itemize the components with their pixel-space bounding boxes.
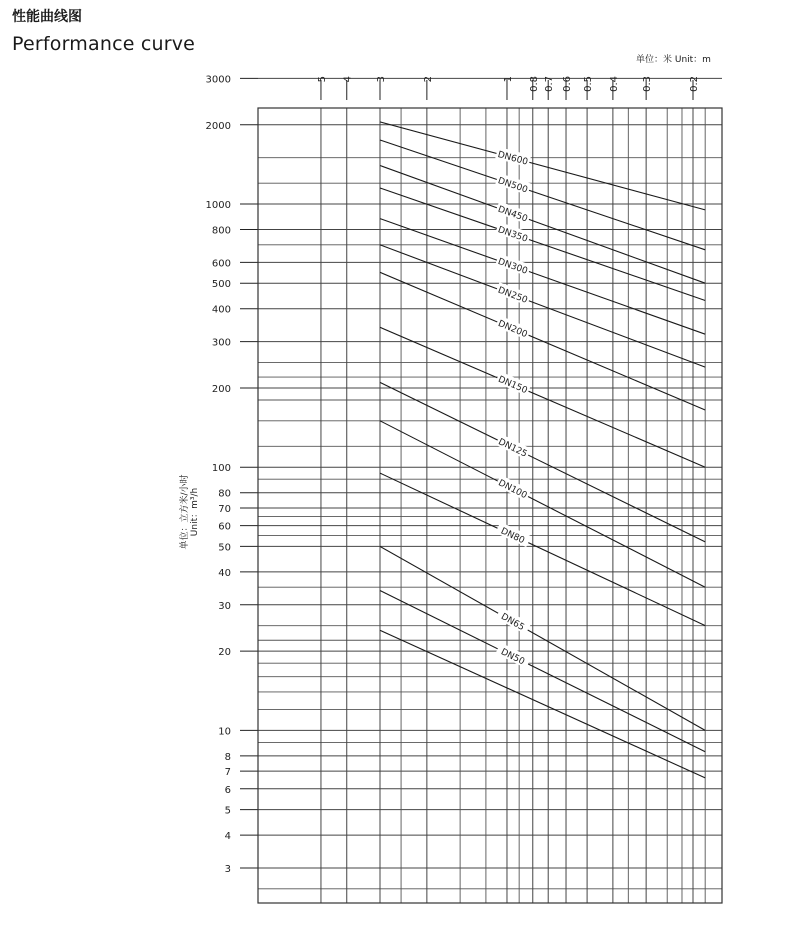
x-tick-label: 1 [502,76,514,83]
y-tick-label: 6 [224,784,231,796]
series-line-dn500 [380,140,705,250]
y-tick-label: 50 [218,542,231,554]
series-label-dn350: DN350 [496,225,529,245]
series-label-dn500: DN500 [496,176,529,196]
plot-frame [258,108,722,903]
series-line-dn125 [380,382,705,542]
x-tick-label: 0.8 [528,76,540,92]
series-label-dn150: DN150 [496,374,529,397]
y-axis-unit-cn: 单位：立方米/小时 [180,474,190,550]
y-tick-label: 400 [211,304,231,316]
x-tick-label: 5 [316,76,328,83]
y-tick-label: 7 [224,767,231,779]
y-tick-label: 800 [211,225,231,237]
x-tick-label: 0.2 [689,76,700,92]
chart-title-cn: 性能曲线图 [12,9,82,25]
x-tick-label: 0.5 [583,76,595,92]
y-tick-label: 30 [218,600,231,612]
y-tick-label: 200 [211,383,231,395]
x-tick-label: 0.6 [562,76,574,92]
x-tick-label: 4 [342,76,354,83]
series-label-dn250: DN250 [496,285,529,306]
series-label-dn100: DN100 [496,478,529,502]
y-tick-label: 100 [211,463,231,475]
series-label-dn50: DN50 [498,647,526,668]
series-label-dn300: DN300 [496,256,529,277]
y-tick-label: 70 [218,503,231,515]
series-label-dn200: DN200 [496,318,529,341]
y-tick-label: 500 [211,279,231,291]
y-axis-unit-en: Unit：m³/h [190,487,200,537]
series-label-dn450: DN450 [496,204,529,225]
y-tick-label: 40 [218,567,231,579]
x-tick-label: 0.4 [608,76,620,92]
series-label-dn80: DN80 [498,526,526,547]
x-axis-unit: 单位：米 Unit：m [636,55,711,65]
series-label-dn125: DN125 [496,437,529,460]
y-tick-label: 2000 [205,120,231,132]
y-tick-label: 600 [211,258,231,270]
series-label-dn65: DN65 [499,611,526,634]
x-tick-label: 0.3 [642,76,654,92]
y-tick-label: 4 [224,831,231,843]
y-tick-label: 5 [224,805,231,817]
series-line-dn300 [380,219,705,335]
y-tick-label: 8 [224,751,231,763]
y-tick-label: 80 [218,488,231,500]
y-tick-label: 60 [218,521,231,533]
series-line-dn80 [380,473,705,625]
series-line-dn50 [380,591,705,752]
x-tick-label: 2 [422,76,434,83]
chart-title-en: Performance curve [12,33,196,55]
y-tick-label: 3000 [205,74,231,86]
y-tick-label: 20 [218,647,231,659]
x-tick-label: 0.7 [544,76,556,92]
y-tick-label: 3 [224,864,231,875]
series-line-dn65 [380,546,705,730]
series-label-dn600: DN600 [496,150,529,168]
y-tick-label: 1000 [205,200,231,211]
y-tick-label: 10 [218,726,231,738]
series-line-dn600 [380,122,705,210]
y-tick-label: 300 [211,337,231,349]
x-tick-label: 3 [376,76,387,83]
